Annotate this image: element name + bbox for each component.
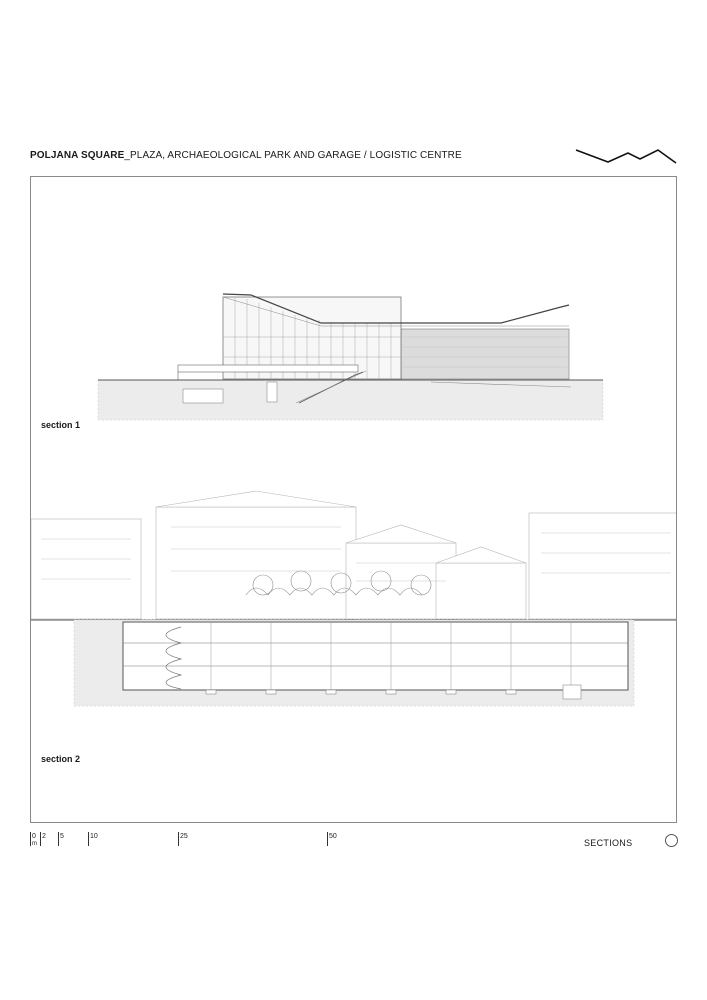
scale-tick-50 [327, 832, 328, 846]
section-1-stone-wall [401, 329, 569, 379]
section-1-label: section 1 [41, 420, 81, 430]
scale-label-25: 25 [180, 833, 188, 840]
circle-icon [665, 834, 678, 847]
scale-label-5: 5 [60, 833, 64, 840]
section-1-drawing [31, 177, 677, 427]
sheet-title [30, 150, 462, 161]
scale-label-0: 0 [32, 833, 36, 840]
section-1-ground [98, 380, 603, 420]
section-1-bridge [178, 365, 358, 372]
section-2-label: section 2 [41, 754, 81, 764]
scale-tick-25 [178, 832, 179, 846]
scale-tick-10 [88, 832, 89, 846]
section-2-building-right-small [436, 563, 526, 619]
section-2-building-palace [156, 507, 356, 619]
zigzag-logo-icon [574, 146, 678, 166]
section-2-building-right [529, 513, 677, 619]
sheet-title-rest: _PLAZA, ARCHAEOLOGICAL PARK AND GARAGE / LOGISTIC CENTRE [124, 150, 462, 161]
scale-bar [30, 832, 350, 852]
scale-tick-2 [40, 832, 41, 846]
section-2-drawing [31, 477, 677, 737]
scale-label-10: 10 [90, 833, 98, 840]
scale-label-2: 2 [42, 833, 46, 840]
section-2-garage [123, 622, 628, 690]
drawing-frame [30, 176, 677, 823]
scale-label-50: 50 [329, 833, 337, 840]
scale-tick-5 [58, 832, 59, 846]
section-2-building-left [31, 519, 141, 619]
scale-tick-0 [30, 832, 31, 846]
sheet-title-bold: POLJANA SQUARE [30, 150, 125, 161]
sheet-name: SECTIONS [584, 838, 633, 848]
scale-unit: m [32, 841, 37, 847]
